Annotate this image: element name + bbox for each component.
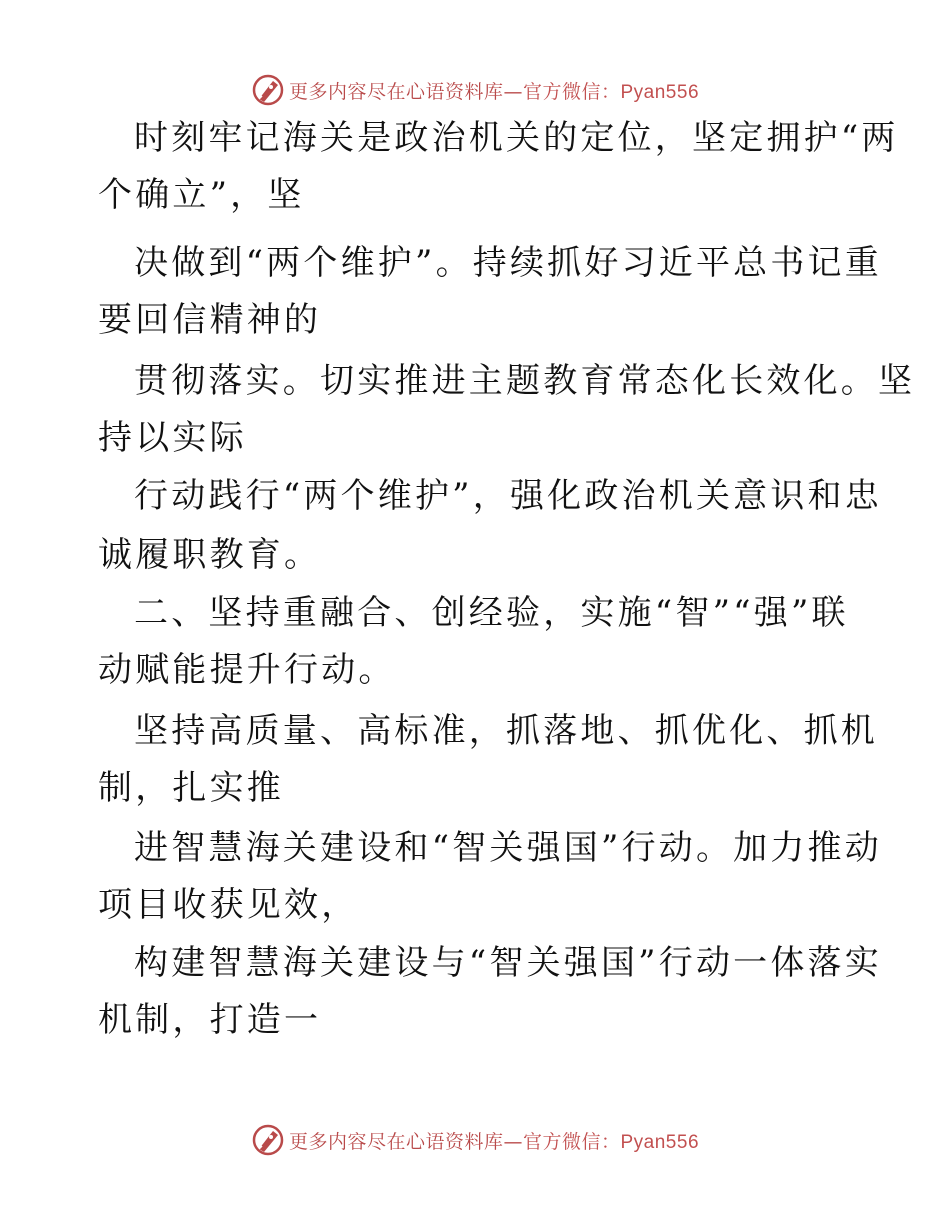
body-line: 构建智慧海关建设与“智关强国”行动一体落实	[134, 943, 882, 983]
body-line: 贯彻落实。切实推进主题教育常态化长效化。坚	[134, 361, 916, 401]
body-line: 要回信精神的	[98, 300, 322, 340]
body-line: 动赋能提升行动。	[98, 650, 396, 690]
body-line: 制，扎实推	[98, 768, 284, 808]
footer-banner-text	[289, 1127, 699, 1154]
body-line: 时刻牢记海关是政治机关的定位，坚定拥护“两	[134, 118, 899, 158]
body-line: 决做到“两个维护”。持续抓好习近平总书记重	[134, 243, 882, 283]
header-banner-wechat: 官方微信：Pyan556	[523, 81, 700, 103]
header-banner-main: 更多内容尽在心语资料库	[288, 80, 504, 103]
pen-nib-logo-icon	[251, 73, 285, 107]
body-line: 坚持高质量、高标准，抓落地、抓优化、抓机	[134, 711, 878, 751]
footer-banner	[0, 1120, 950, 1160]
header-banner-separator: —	[503, 80, 523, 103]
body-line: 进智慧海关建设和“智关强国”行动。加力推动	[134, 828, 882, 868]
footer-banner-main: 更多内容尽在心语资料库	[288, 1130, 504, 1153]
pen-nib-logo-icon	[251, 1123, 285, 1157]
body-line: 机制，打造一	[98, 1000, 322, 1040]
body-line: 行动践行“两个维护”，强化政治机关意识和忠	[134, 476, 882, 516]
header-banner	[0, 70, 950, 110]
footer-banner-separator: —	[503, 1130, 523, 1153]
body-line: 二、坚持重融合、创经验，实施“智”“强”联	[134, 593, 849, 633]
body-line: 项目收获见效，	[98, 885, 359, 925]
body-line: 个确立”，坚	[98, 175, 305, 215]
body-line: 持以实际	[98, 418, 247, 458]
footer-banner-wechat: 官方微信：Pyan556	[523, 1131, 700, 1153]
body-line: 诚履职教育。	[98, 535, 322, 575]
header-banner-text	[289, 77, 699, 104]
